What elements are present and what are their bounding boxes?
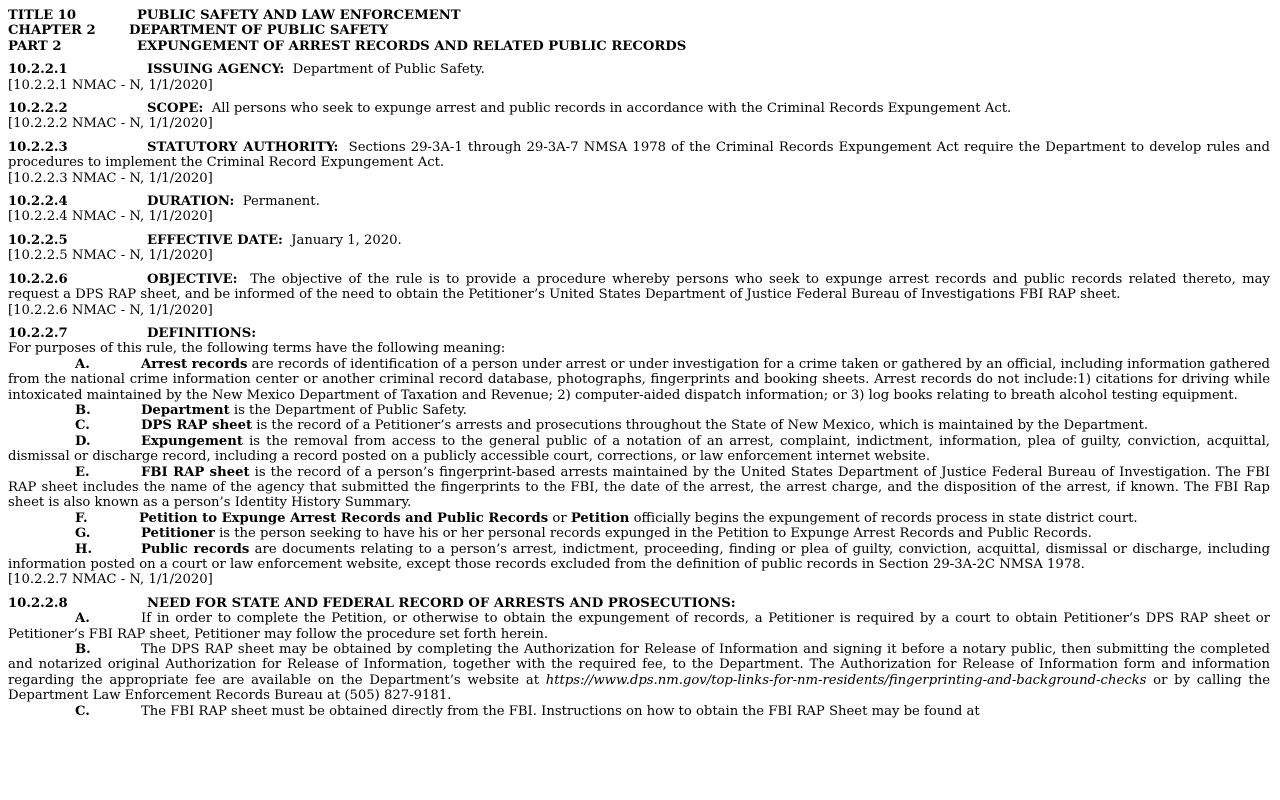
definition-text: is the Department of Public Safety. [229, 402, 467, 418]
section-title: DEFINITIONS: [147, 325, 257, 341]
section-body: Permanent. [242, 194, 320, 210]
section-objective [8, 272, 1270, 318]
defined-term: Petition to Expunge Arrest Records and Public Records [139, 510, 549, 526]
defined-term: Expungement [141, 433, 243, 449]
section-number: 10.2.2.8 [8, 595, 68, 611]
definition-item [8, 511, 1270, 526]
item-letter: B. [75, 402, 91, 418]
section-body: All persons who seek to expunge arrest and public records in accordance with the Criminal Records Expungement Act. [211, 101, 1012, 117]
section-scope [8, 101, 1270, 132]
section-need-for-records [8, 596, 1270, 719]
history-note: [10.2.2.4 NMAC - N, 1/1/2020] [8, 209, 213, 225]
definition-item [8, 357, 1270, 403]
document-header [8, 8, 1270, 54]
procedure-item [8, 611, 1270, 642]
history-note: [10.2.2.2 NMAC - N, 1/1/2020] [8, 116, 213, 132]
section-title: DURATION: [147, 194, 235, 210]
section-number: 10.2.2.6 [8, 271, 68, 287]
part-label: PART 2 [8, 38, 62, 54]
definition-connector: or [548, 510, 571, 526]
section-title: EFFECTIVE DATE: [147, 232, 283, 248]
section-body: Department of Public Safety. [292, 62, 485, 78]
procedure-text: If in order to complete the Petition, or otherwise to obtain the expungement of records, a Petitioner is required by a court to obtain Petitioner’s DPS RAP sheet or Petitioner’s FBI RAP sheet, Petitioner may follow the procedure set forth herein. [8, 611, 1270, 642]
section-title: STATUTORY AUTHORITY: [147, 139, 339, 155]
definition-item [8, 434, 1270, 465]
chapter-line [8, 23, 1270, 38]
section-title: OBJECTIVE: [147, 271, 238, 287]
procedure-item [8, 642, 1270, 704]
section-effective-date [8, 233, 1270, 264]
defined-term: Arrest records [141, 356, 248, 372]
chapter-value: DEPARTMENT OF PUBLIC SAFETY [129, 23, 389, 39]
defined-term: DPS RAP sheet [141, 418, 253, 434]
history-note: [10.2.2.3 NMAC - N, 1/1/2020] [8, 170, 213, 186]
section-body: January 1, 2020. [291, 232, 402, 248]
item-letter: C. [75, 703, 90, 719]
procedure-text: The DPS RAP sheet may be obtained by completing the Authorization for Release of Information and signing it before a notary public, then submitting the completed and notarized original Authorization for Release of Information, together with the required fee, to the Department. The Authorization for Release of Information form and information regarding the appropriate fee are available on the Department’s website at [8, 642, 1270, 688]
definition-text: is the person seeking to have his or her personal records expunged in the Petition to Expunge Arrest Records and Public Records. [214, 526, 1092, 542]
section-title: NEED FOR STATE AND FEDERAL RECORD OF ARRESTS AND PROSECUTIONS: [147, 595, 736, 611]
definition-text: is the record of a Petitioner’s arrests and prosecutions throughout the State of New Mexico, which is maintained by the Department. [252, 418, 1149, 434]
section-statutory-authority [8, 140, 1270, 186]
section-duration [8, 194, 1270, 225]
section-number: 10.2.2.1 [8, 62, 68, 78]
section-title: SCOPE: [147, 101, 204, 117]
item-letter: H. [75, 541, 93, 557]
definition-item [8, 403, 1270, 418]
title-label: TITLE 10 [8, 8, 77, 23]
part-line [8, 39, 1270, 54]
procedure-text-cont: or by calling the Department Law Enforcement Records Bureau at (505) 827-9181. [8, 672, 1271, 704]
section-issuing-agency [8, 62, 1270, 93]
item-letter: G. [75, 526, 91, 542]
section-number: 10.2.2.7 [8, 325, 68, 341]
section-number: 10.2.2.2 [8, 101, 68, 117]
chapter-label: CHAPTER 2 [8, 23, 96, 39]
defined-term: Public records [141, 541, 250, 557]
definition-item [8, 526, 1270, 541]
section-definitions [8, 326, 1270, 588]
item-letter: A. [75, 356, 90, 372]
definition-item [8, 542, 1270, 573]
section-title: ISSUING AGENCY: [147, 62, 285, 78]
title-line [8, 8, 1270, 23]
definition-text: is the removal from access to the general public of a notation of an arrest, complaint, indictment, information, plea of guilty, conviction, acquittal, dismissal or discharge record, including a record posted on a publicly accessible court, corrections, or law enforcement internet website. [8, 433, 1270, 465]
item-letter: D. [75, 433, 91, 449]
procedure-item [8, 704, 1270, 719]
definitions-intro: For purposes of this rule, the following terms have the following meaning: [8, 341, 506, 357]
defined-term-alt: Petition [570, 510, 630, 526]
defined-term: FBI RAP sheet [141, 464, 250, 480]
section-number: 10.2.2.5 [8, 232, 68, 248]
definition-text: is the record of a person’s fingerprint-based arrests maintained by the United States Department of Justice Federal Bureau of Investigation. The FBI RAP sheet includes the name of the agency that submitted the fingerprints to the FBI, the date of the arrest, the arrest charge, and the disposition of the arrest, if known. The FBI Rap sheet is also known as a person’s Identity History Summary. [8, 464, 1271, 511]
item-letter: A. [75, 611, 90, 627]
item-letter: B. [75, 642, 91, 658]
definition-item [8, 418, 1270, 433]
defined-term: Department [141, 402, 230, 418]
title-value: PUBLIC SAFETY AND LAW ENFORCEMENT [137, 8, 461, 23]
section-number: 10.2.2.3 [8, 139, 68, 155]
definition-item [8, 465, 1270, 511]
item-letter: E. [75, 464, 90, 480]
history-note: [10.2.2.7 NMAC - N, 1/1/2020] [8, 572, 213, 588]
definition-text: officially begins the expungement of records process in state district court. [629, 510, 1138, 526]
history-note: [10.2.2.1 NMAC - N, 1/1/2020] [8, 77, 213, 93]
dps-website-link[interactable]: https://www.dps.nm.gov/top-links-for-nm-residents/fingerprinting-and-background-checks [545, 672, 1147, 688]
defined-term: Petitioner [141, 526, 215, 542]
history-note: [10.2.2.5 NMAC - N, 1/1/2020] [8, 248, 213, 264]
section-number: 10.2.2.4 [8, 194, 68, 210]
section-body: Sections 29-3A-1 through 29-3A-7 NMSA 1978 of the Criminal Records Expungement Act require the Department to develop rules and procedures to implement the Criminal Record Expungement Act. [8, 139, 1271, 171]
item-letter: F. [75, 510, 88, 526]
item-letter: C. [75, 418, 90, 434]
history-note: [10.2.2.6 NMAC - N, 1/1/2020] [8, 302, 213, 318]
part-value: EXPUNGEMENT OF ARREST RECORDS AND RELATED PUBLIC RECORDS [137, 38, 687, 54]
section-body: The objective of the rule is to provide a procedure whereby persons who seek to expunge arrest records and public records related thereto, may request a DPS RAP sheet, and be informed of the need to obtain the Petitioner’s United States Department of Justice Federal Bureau of Investigations FBI RAP sheet. [8, 271, 1270, 303]
definition-text: are records of identification of a person under arrest or under investigation for a crime taken or gathered by an official, including information gathered from the national crime information center or another criminal record database, photographs, fingerprints and booking sheets. Arrest records do not include:1) citations for driving while intoxicated maintained by the New Mexico Department of Taxation and Revenue; 2) computer-aided dispatch information; or 3) log books relating to breath alcohol testing equipment. [8, 356, 1270, 403]
definition-text: are documents relating to a person’s arrest, indictment, proceeding, finding or plea of guilty, conviction, acquittal, dismissal or discharge, including information posted on a court or law enforcement website, except those records excluded from the definition of public records in Section 29-3A-2C NMSA 1978. [8, 541, 1271, 572]
procedure-text: The FBI RAP sheet must be obtained directly from the FBI. Instructions on how to obtain the FBI RAP Sheet may be found at [141, 703, 980, 719]
